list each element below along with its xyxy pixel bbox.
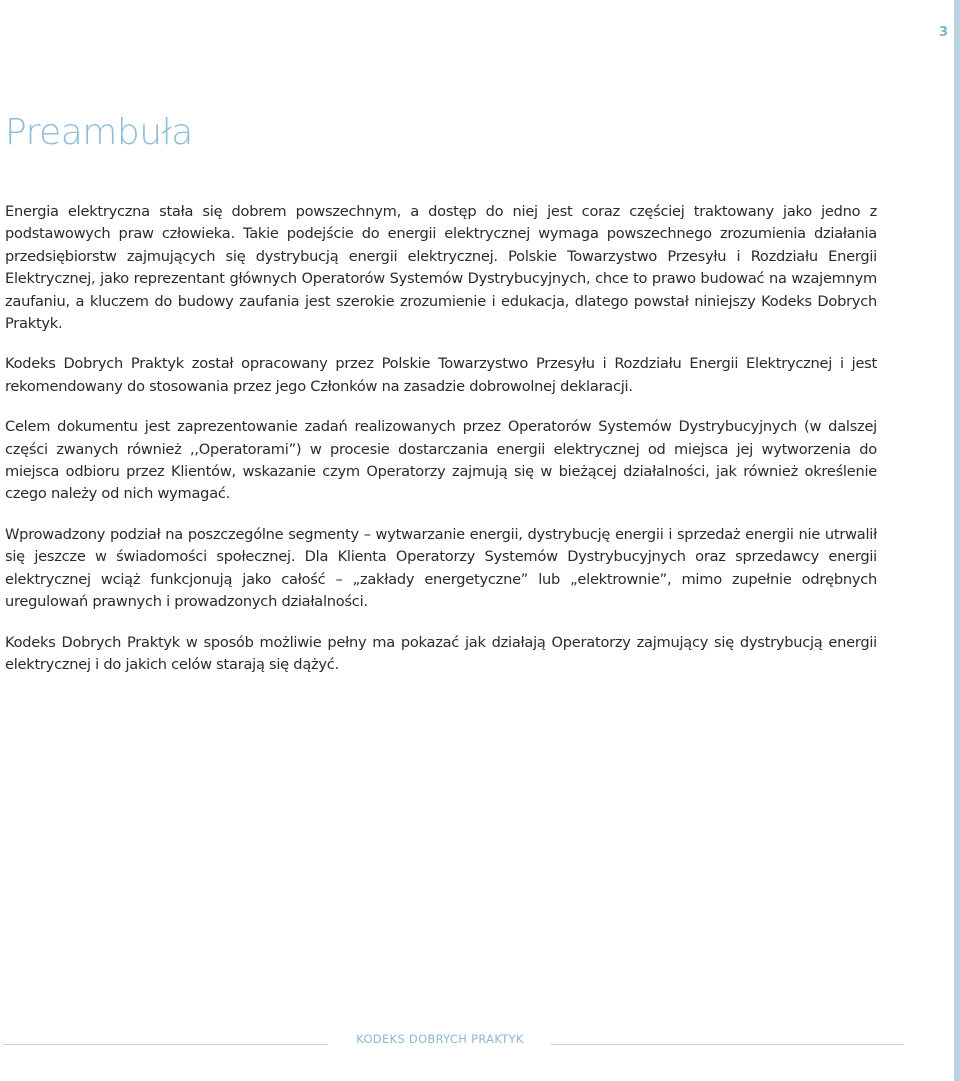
page-edge-bar xyxy=(954,0,960,1081)
footer-label: KODEKS DOBRYCH PRAKTYK xyxy=(356,1032,524,1046)
paragraph-conclusion: Kodeks Dobrych Praktyk w sposób możliwie pełny ma pokazać jak działają Operatorzy zajmujący się dystrybucją energii elektrycznej i do jakich celów starają się dążyć. xyxy=(5,633,877,673)
paragraph-purpose: Celem dokumentu jest zaprezentowanie zadań realizowanych przez Operatorów Systemów Dystrybucyjnych (w dalszej części zwanych również ,,Operatorami”) w procesie dostarczania energii elektrycznej od miejsca jej wytworzenia do miejsca odbioru przez Klientów, wskazanie czym Operatorzy zajmują się w bieżącej działalności, jak również określenie czego należy od nich wymagać. xyxy=(5,418,877,503)
page-title: Preambuła xyxy=(5,112,193,153)
footer-divider-right xyxy=(551,1044,904,1045)
footer-divider-left xyxy=(3,1044,328,1045)
paragraph-authorship: Kodeks Dobrych Praktyk został opracowany przez Polskie Towarzystwo Przesyłu i Rozdziału Energii Elektrycznej i jest rekomendowany do stosowania przez jego Członków na zasadzie dobrowolnej deklaracji. xyxy=(5,355,877,395)
document-body xyxy=(5,201,877,694)
paragraph-segments: Wprowadzony podział na poszczególne segmenty – wytwarzanie energii, dystrybucję energii i sprzedaż energii nie utrwalił się jeszcze w świadomości społecznej. Dla Klienta Operatorzy Systemów Dystrybucyjnych oraz sprzedawcy energii elektrycznej wciąż funkcjonują jako całość – „zakłady energetyczne” lub „elektrownie”, mimo zupełnie odrębnych uregulowań prawnych i prowadzonych działalności. xyxy=(5,525,877,611)
paragraph-intro: Energia elektryczna stała się dobrem powszechnym, a dostęp do niej jest coraz częściej traktowany jako jedno z podstawowych praw człowieka. Takie podejście do energii elektrycznej wymaga powszechnego zrozumienia działania przedsiębiorstw zajmujących się dystrybucją energii elektrycznej. Polskie Towarzystwo Przesyłu i Rozdziału Energii Elektrycznej, jako reprezentant głównych Operatorów Systemów Dystrybucyjnych, chce to prawo budować na wzajemnym zaufaniu, a kluczem do budowy zaufania jest szerokie zrozumienie i edukacja, dlatego powstał niniejszy Kodeks Dobrych Praktyk. xyxy=(5,203,877,333)
page-number: 3 xyxy=(938,25,948,40)
